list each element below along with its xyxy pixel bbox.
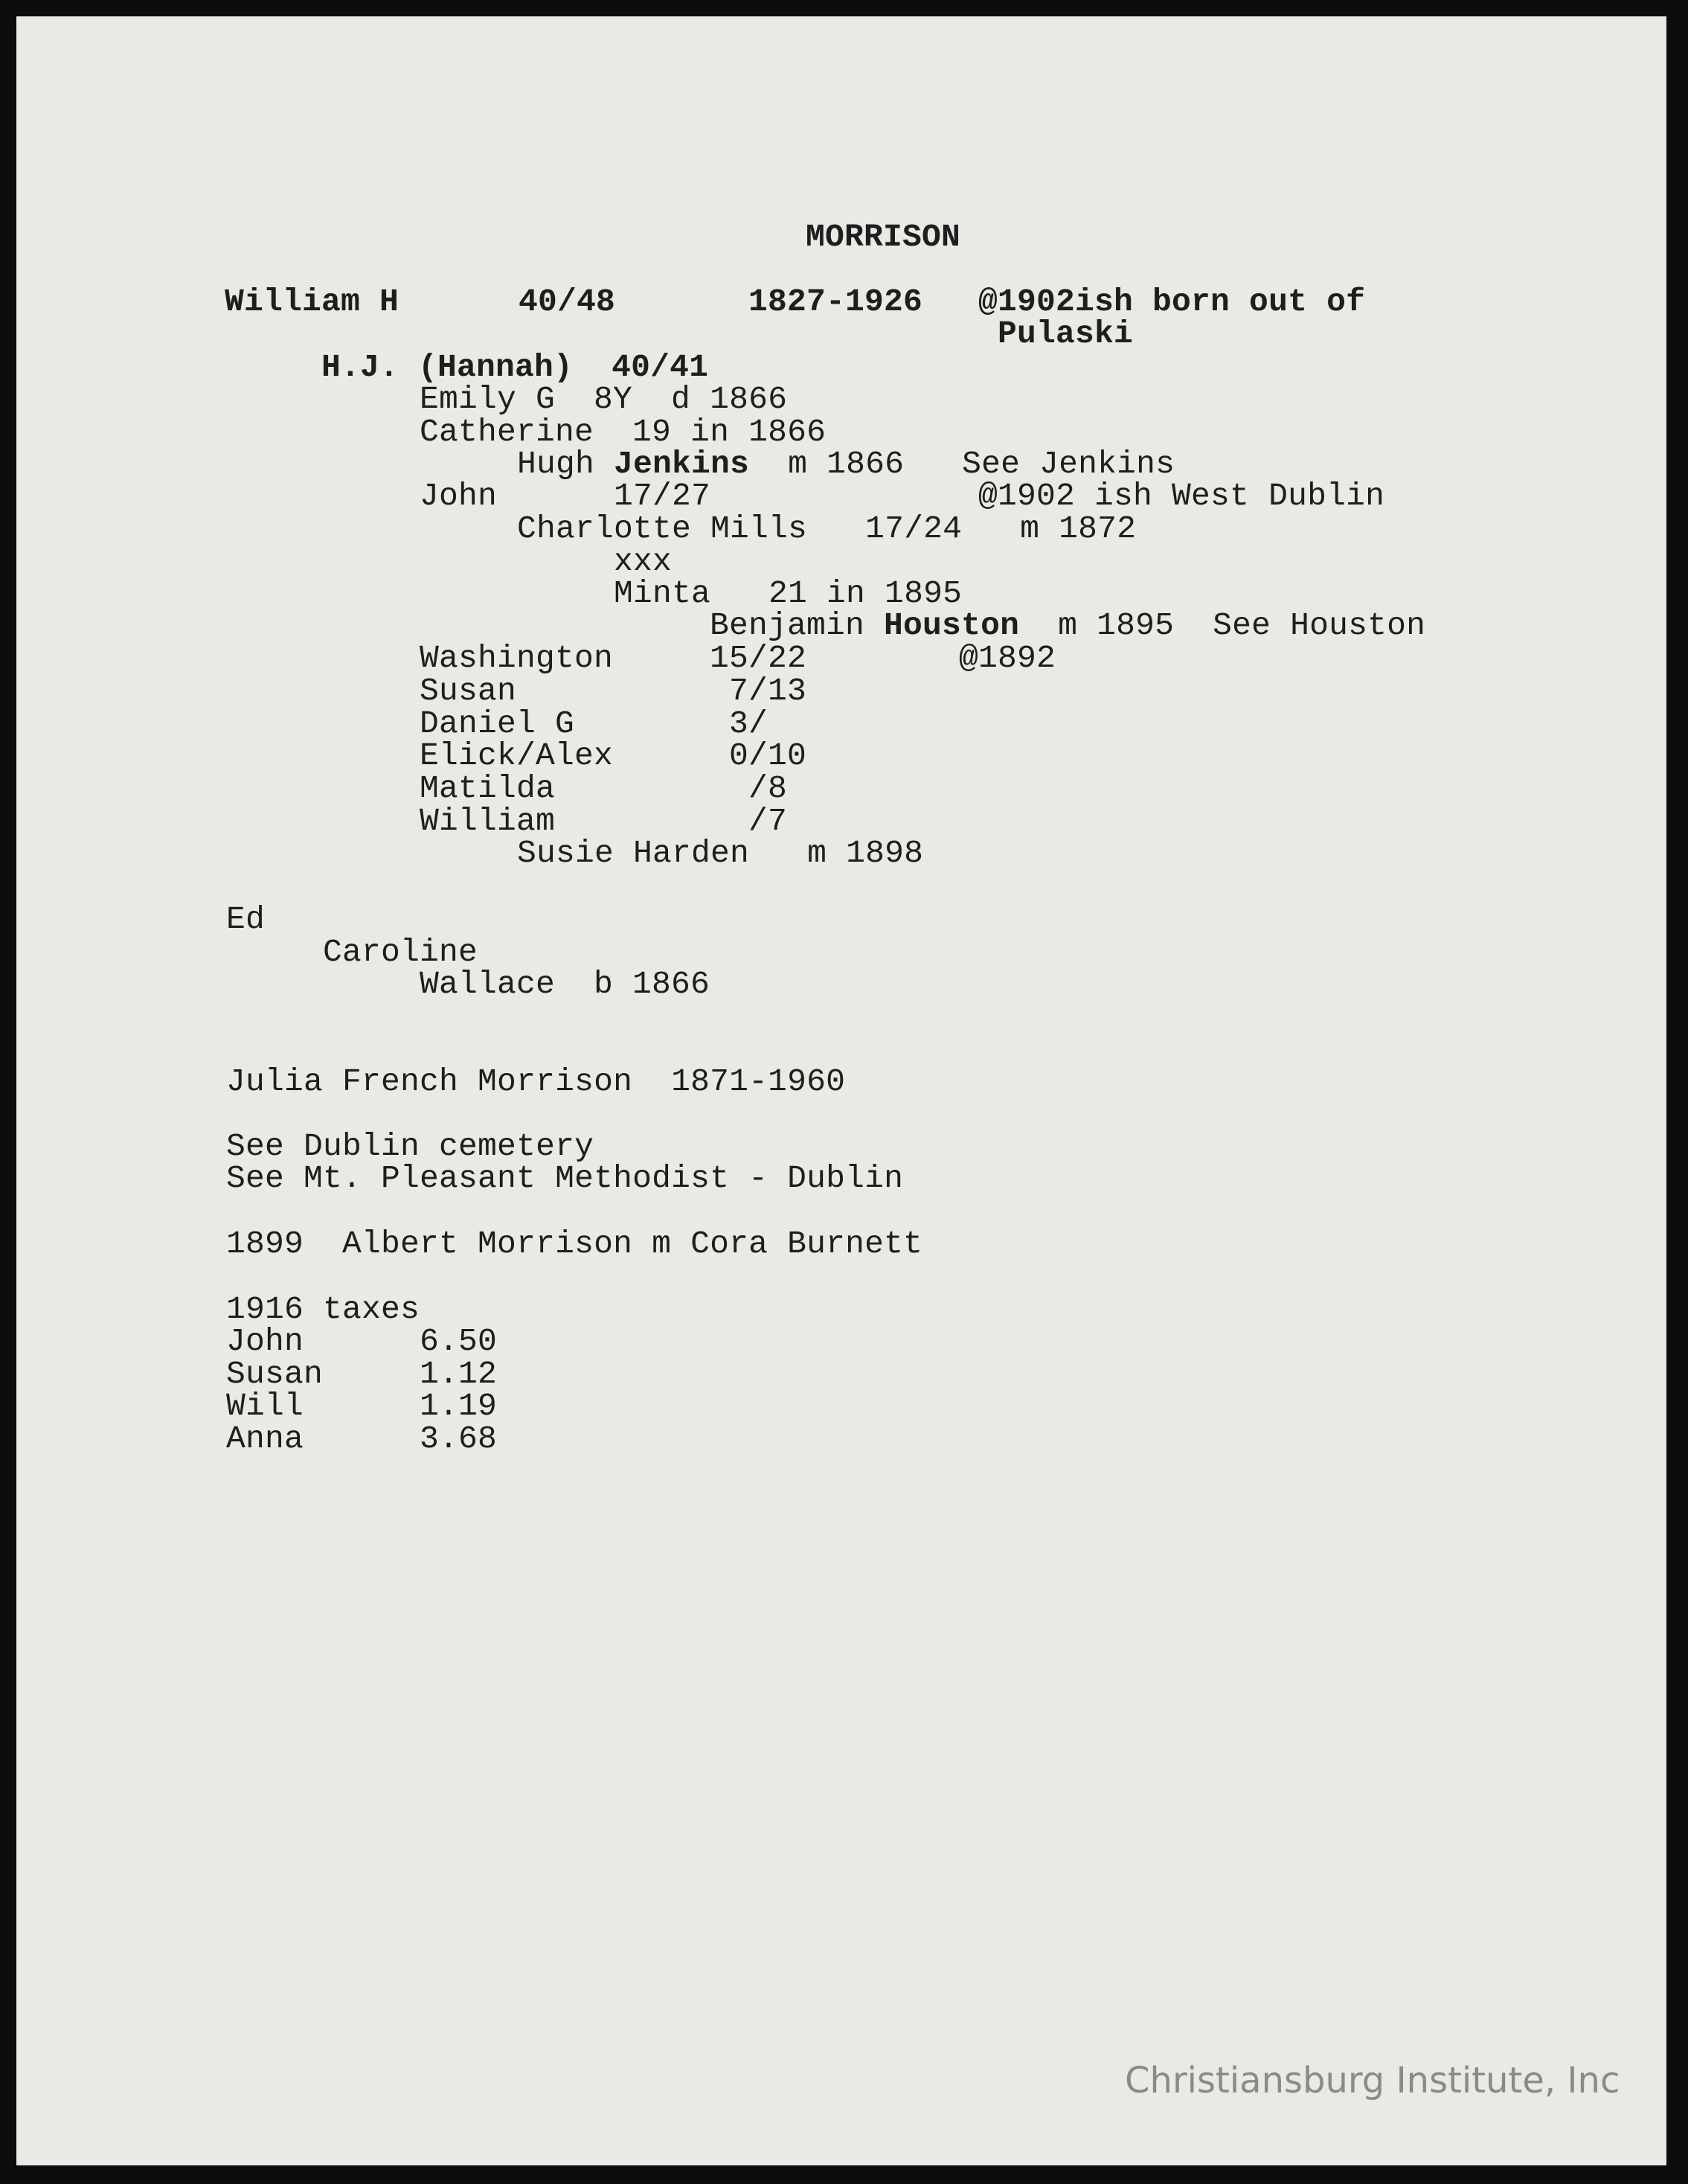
tax-amount: 3.68	[420, 1421, 498, 1457]
text-line: 1899 Albert Morrison m Cora Burnett	[226, 1226, 923, 1262]
text-line: 1827-1926	[748, 284, 923, 320]
tax-amount: 1.12	[420, 1356, 498, 1392]
text-line: 7/13	[729, 673, 807, 709]
text-line: /8	[748, 770, 788, 807]
text-line: Emily G 8Y d 1866	[420, 381, 788, 417]
text-line: @1892	[959, 640, 1056, 676]
tax-name: John	[226, 1323, 304, 1360]
text-line: Charlotte Mills 17/24 m 1872	[517, 510, 1137, 547]
text-line: 40/48	[519, 284, 616, 320]
text-line: Ed	[226, 901, 266, 938]
tax-amount: 6.50	[420, 1323, 498, 1360]
text-line: William	[420, 803, 556, 839]
text-line: Julia French Morrison 1871-1960	[226, 1063, 846, 1100]
text-line: Elick/Alex	[420, 737, 614, 774]
tax-name: Will	[226, 1388, 304, 1424]
text-line: See Mt. Pleasant Methodist - Dublin	[226, 1160, 904, 1197]
text-line: Pulaski	[998, 316, 1134, 352]
text-line: Washington	[420, 640, 614, 676]
taxes-heading: 1916 taxes	[226, 1291, 420, 1328]
text-line: @1902ish born out of	[978, 284, 1366, 320]
text-line: Susan	[420, 673, 517, 709]
text-line: Hugh Jenkins m 1866 See Jenkins	[517, 446, 1175, 482]
text-line: xxx	[614, 543, 673, 580]
text-line: Daniel G	[420, 705, 575, 742]
text-line: Caroline	[323, 934, 478, 970]
text-line: 3/	[729, 705, 768, 742]
tax-name: Anna	[226, 1421, 304, 1457]
text-line: See Dublin cemetery	[226, 1128, 594, 1165]
text-line: John	[420, 478, 498, 514]
text-line: Matilda	[420, 770, 556, 807]
text-line: 15/22	[710, 640, 807, 676]
text-line: William H	[225, 284, 399, 320]
text-line: Benjamin Houston m 1895 See Houston	[710, 607, 1426, 644]
text-line: Minta 21 in 1895	[614, 575, 963, 612]
text-line: Susie Harden m 1898	[517, 835, 924, 871]
text-line: 0/10	[729, 737, 807, 774]
watermark: Christiansburg Institute, Inc	[1125, 2060, 1620, 2101]
tax-amount: 1.19	[420, 1388, 498, 1424]
page-title: MORRISON	[806, 219, 961, 255]
tax-name: Susan	[226, 1356, 324, 1392]
text-line: Wallace b 1866	[420, 966, 710, 1002]
text-line: Catherine 19 in 1866	[420, 414, 827, 450]
text-line: @1902 ish West Dublin	[978, 478, 1385, 514]
text-line: H.J. (Hannah) 40/41	[321, 349, 709, 385]
text-line: 17/27	[614, 478, 711, 514]
text-line: /7	[748, 803, 788, 839]
